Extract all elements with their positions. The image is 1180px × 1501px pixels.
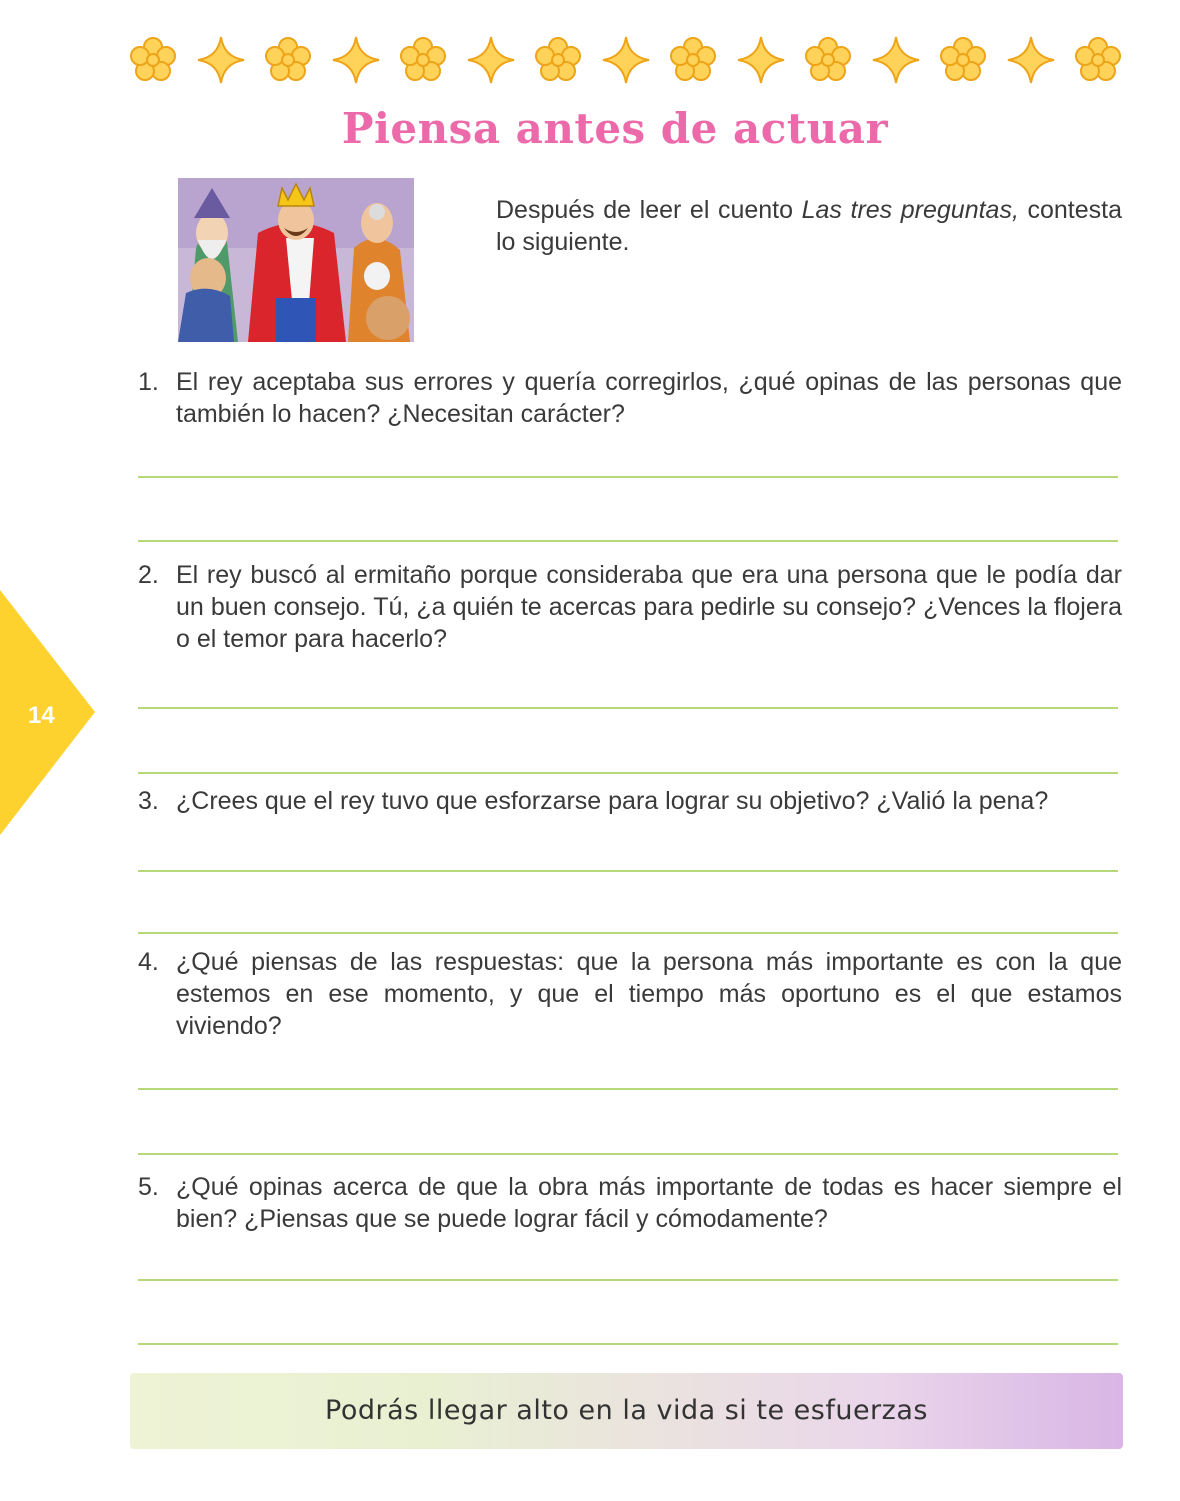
question-2	[138, 559, 1122, 655]
question-text: ¿Crees que el rey tuvo que esforzarse para lograr su objetivo? ¿Valió la pena?	[176, 787, 1049, 815]
question-1	[138, 366, 1122, 430]
question-number: 4.	[138, 948, 159, 976]
question-number: 3.	[138, 787, 159, 815]
answer-line[interactable]	[138, 1279, 1118, 1281]
flower-icon	[533, 35, 583, 85]
question-text: ¿Qué opinas acerca de que la obra más importante de todas es hacer siempre el bien? ¿Piensas que se puede lograr fácil y cómodamente?	[176, 1173, 1122, 1233]
star-icon	[736, 35, 786, 85]
flower-icon	[668, 35, 718, 85]
answer-line[interactable]	[138, 540, 1118, 542]
question-4	[138, 946, 1122, 1042]
answer-line[interactable]	[138, 870, 1118, 872]
star-icon	[601, 35, 651, 85]
answer-line[interactable]	[138, 932, 1118, 934]
star-icon	[196, 35, 246, 85]
flower-icon	[263, 35, 313, 85]
star-icon	[871, 35, 921, 85]
star-icon	[466, 35, 516, 85]
answer-line[interactable]	[138, 1088, 1118, 1090]
king-illustration	[178, 178, 414, 342]
flower-icon	[803, 35, 853, 85]
story-title: Las tres preguntas,	[801, 196, 1019, 224]
question-text: El rey buscó al ermitaño porque consideraba que era una persona que le podía dar un buen consejo. Tú, ¿a quién te acercas para pedirle su consejo? ¿Vences la flojera o el temor para hacerlo?	[176, 561, 1122, 653]
ornament-border	[128, 30, 1123, 90]
flower-icon	[128, 35, 178, 85]
page-title: Piensa antes de actuar	[341, 104, 889, 153]
answer-line[interactable]	[138, 1153, 1118, 1155]
flower-icon	[1073, 35, 1123, 85]
star-icon	[1006, 35, 1056, 85]
intro-text: Después de leer el cuento Las tres preguntas, contesta lo siguiente.	[496, 196, 1122, 256]
question-text: El rey aceptaba sus errores y quería corregirlos, ¿qué opinas de las personas que también lo hacen? ¿Necesitan carácter?	[176, 368, 1122, 428]
answer-line[interactable]	[138, 476, 1118, 478]
question-number: 1.	[138, 368, 159, 396]
question-3	[138, 785, 1122, 817]
star-icon	[331, 35, 381, 85]
question-5	[138, 1171, 1122, 1235]
answer-line[interactable]	[138, 707, 1118, 709]
answer-line[interactable]	[138, 1343, 1118, 1345]
motto-text: Podrás llegar alto en la vida si te esfuerzas	[325, 1395, 928, 1426]
flower-icon	[398, 35, 448, 85]
flower-icon	[938, 35, 988, 85]
page-number: 14	[28, 702, 55, 729]
question-number: 2.	[138, 561, 159, 589]
question-number: 5.	[138, 1173, 159, 1201]
question-text: ¿Qué piensas de las respuestas: que la persona más importante es con la que estemos en ese momento, y que el tiempo más oportuno es el que estamos viviendo?	[176, 948, 1122, 1040]
answer-line[interactable]	[138, 772, 1118, 774]
